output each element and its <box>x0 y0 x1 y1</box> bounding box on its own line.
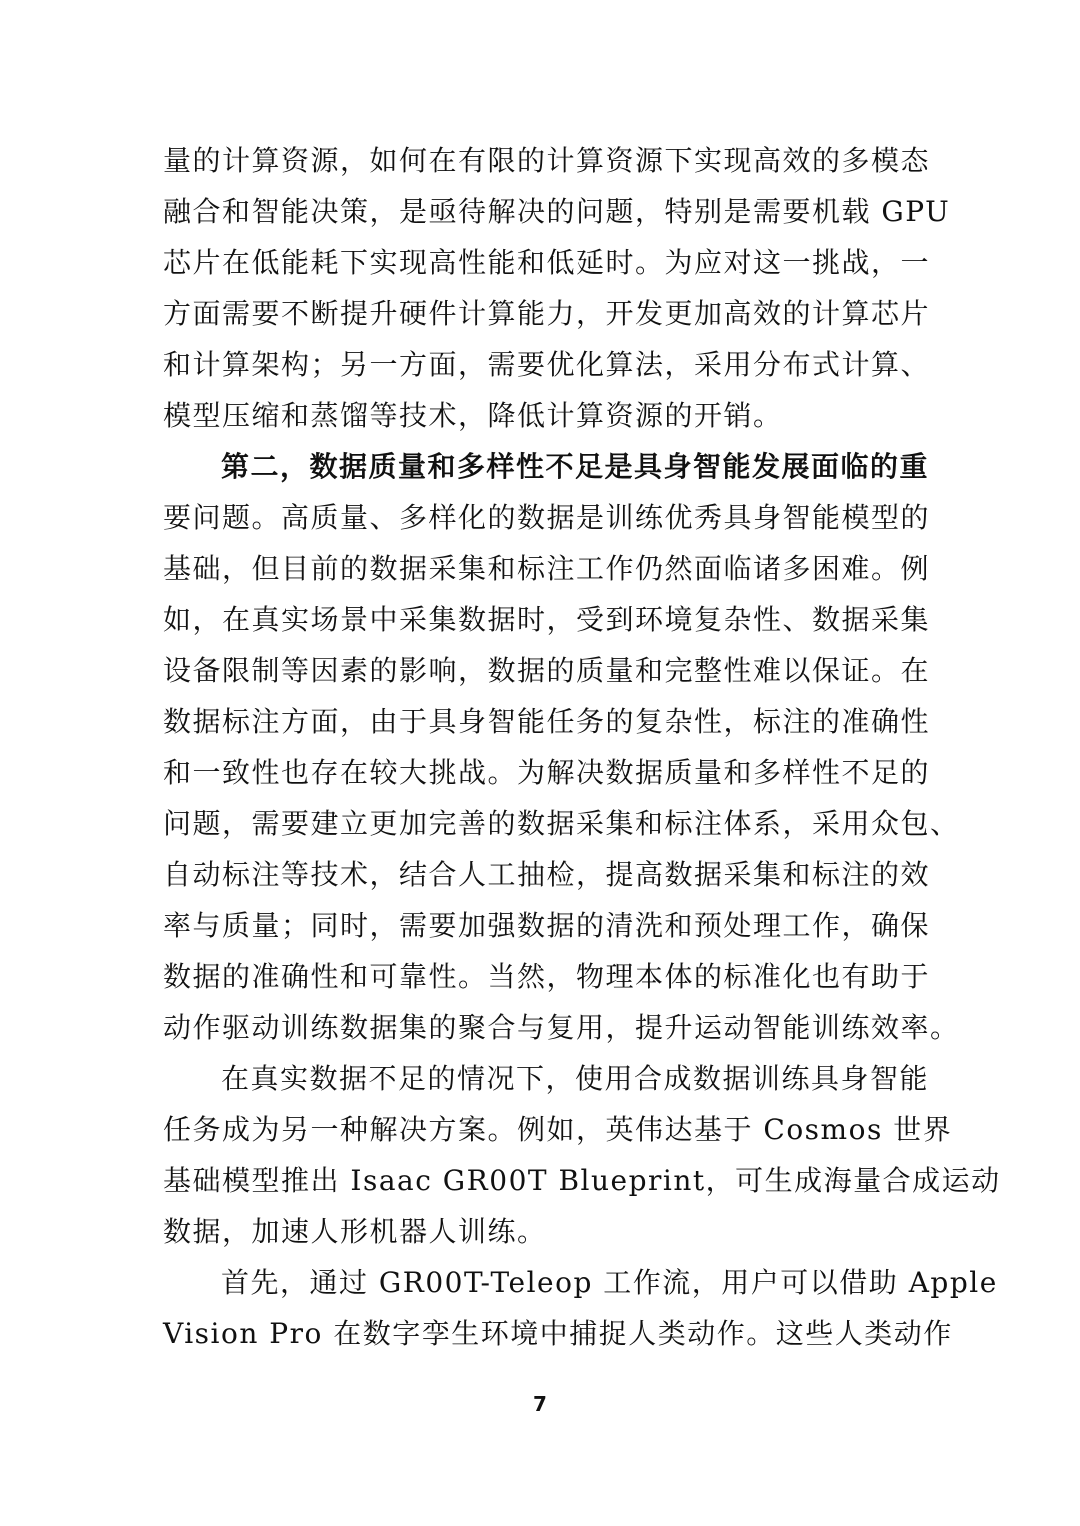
text-line: 任务成为另一种解决方案。例如，英伟达基于 Cosmos 世界 <box>163 1113 953 1146</box>
page-number: 7 <box>533 1392 547 1416</box>
text-line: 问题，需要建立更加完善的数据采集和标注体系，采用众包、 <box>163 807 960 840</box>
text-line: 芯片在低能耗下实现高性能和低延时。为应对这一挑战，一 <box>163 246 931 279</box>
text-line: 融合和智能决策，是亟待解决的问题，特别是需要机载 GPU <box>163 195 951 228</box>
text-line: 自动标注等技术，结合人工抽检，提高数据采集和标注的效 <box>163 858 931 891</box>
text-line: 要问题。高质量、多样化的数据是训练优秀具身智能模型的 <box>163 501 931 534</box>
text-line: 第二，数据质量和多样性不足是具身智能发展面临的重 <box>221 450 930 483</box>
text-line: 和一致性也存在较大挑战。为解决数据质量和多样性不足的 <box>163 756 931 789</box>
text-line: Vision Pro 在数字孪生环境中捕捉人类动作。这些人类动作 <box>163 1317 953 1350</box>
text-line: 率与质量；同时，需要加强数据的清洗和预处理工作，确保 <box>163 909 931 942</box>
text-line: 数据标注方面，由于具身智能任务的复杂性，标注的准确性 <box>163 705 931 738</box>
document-body <box>163 135 1001 1359</box>
text-line: 如，在真实场景中采集数据时，受到环境复杂性、数据采集 <box>163 603 931 636</box>
text-line: 在真实数据不足的情况下，使用合成数据训练具身智能 <box>221 1062 930 1095</box>
text-line: 数据的准确性和可靠性。当然，物理本体的标准化也有助于 <box>163 960 931 993</box>
text-line: 设备限制等因素的影响，数据的质量和完整性难以保证。在 <box>163 654 931 687</box>
text-line: 和计算架构；另一方面，需要优化算法，采用分布式计算、 <box>163 348 931 381</box>
text-line: 量的计算资源，如何在有限的计算资源下实现高效的多模态 <box>163 144 931 177</box>
text-line: 数据，加速人形机器人训练。 <box>163 1215 547 1248</box>
text-line: 基础模型推出 Isaac GR00T Blueprint，可生成海量合成运动 <box>163 1164 1001 1197</box>
text-line: 动作驱动训练数据集的聚合与复用，提升运动智能训练效率。 <box>163 1011 960 1044</box>
text-line: 基础，但目前的数据采集和标注工作仍然面临诸多困难。例 <box>163 552 931 585</box>
text-line: 首先，通过 GR00T-Teleop 工作流，用户可以借助 Apple <box>221 1266 998 1299</box>
text-line: 方面需要不断提升硬件计算能力，开发更加高效的计算芯片 <box>163 297 931 330</box>
text-line: 模型压缩和蒸馏等技术，降低计算资源的开销。 <box>163 399 783 432</box>
